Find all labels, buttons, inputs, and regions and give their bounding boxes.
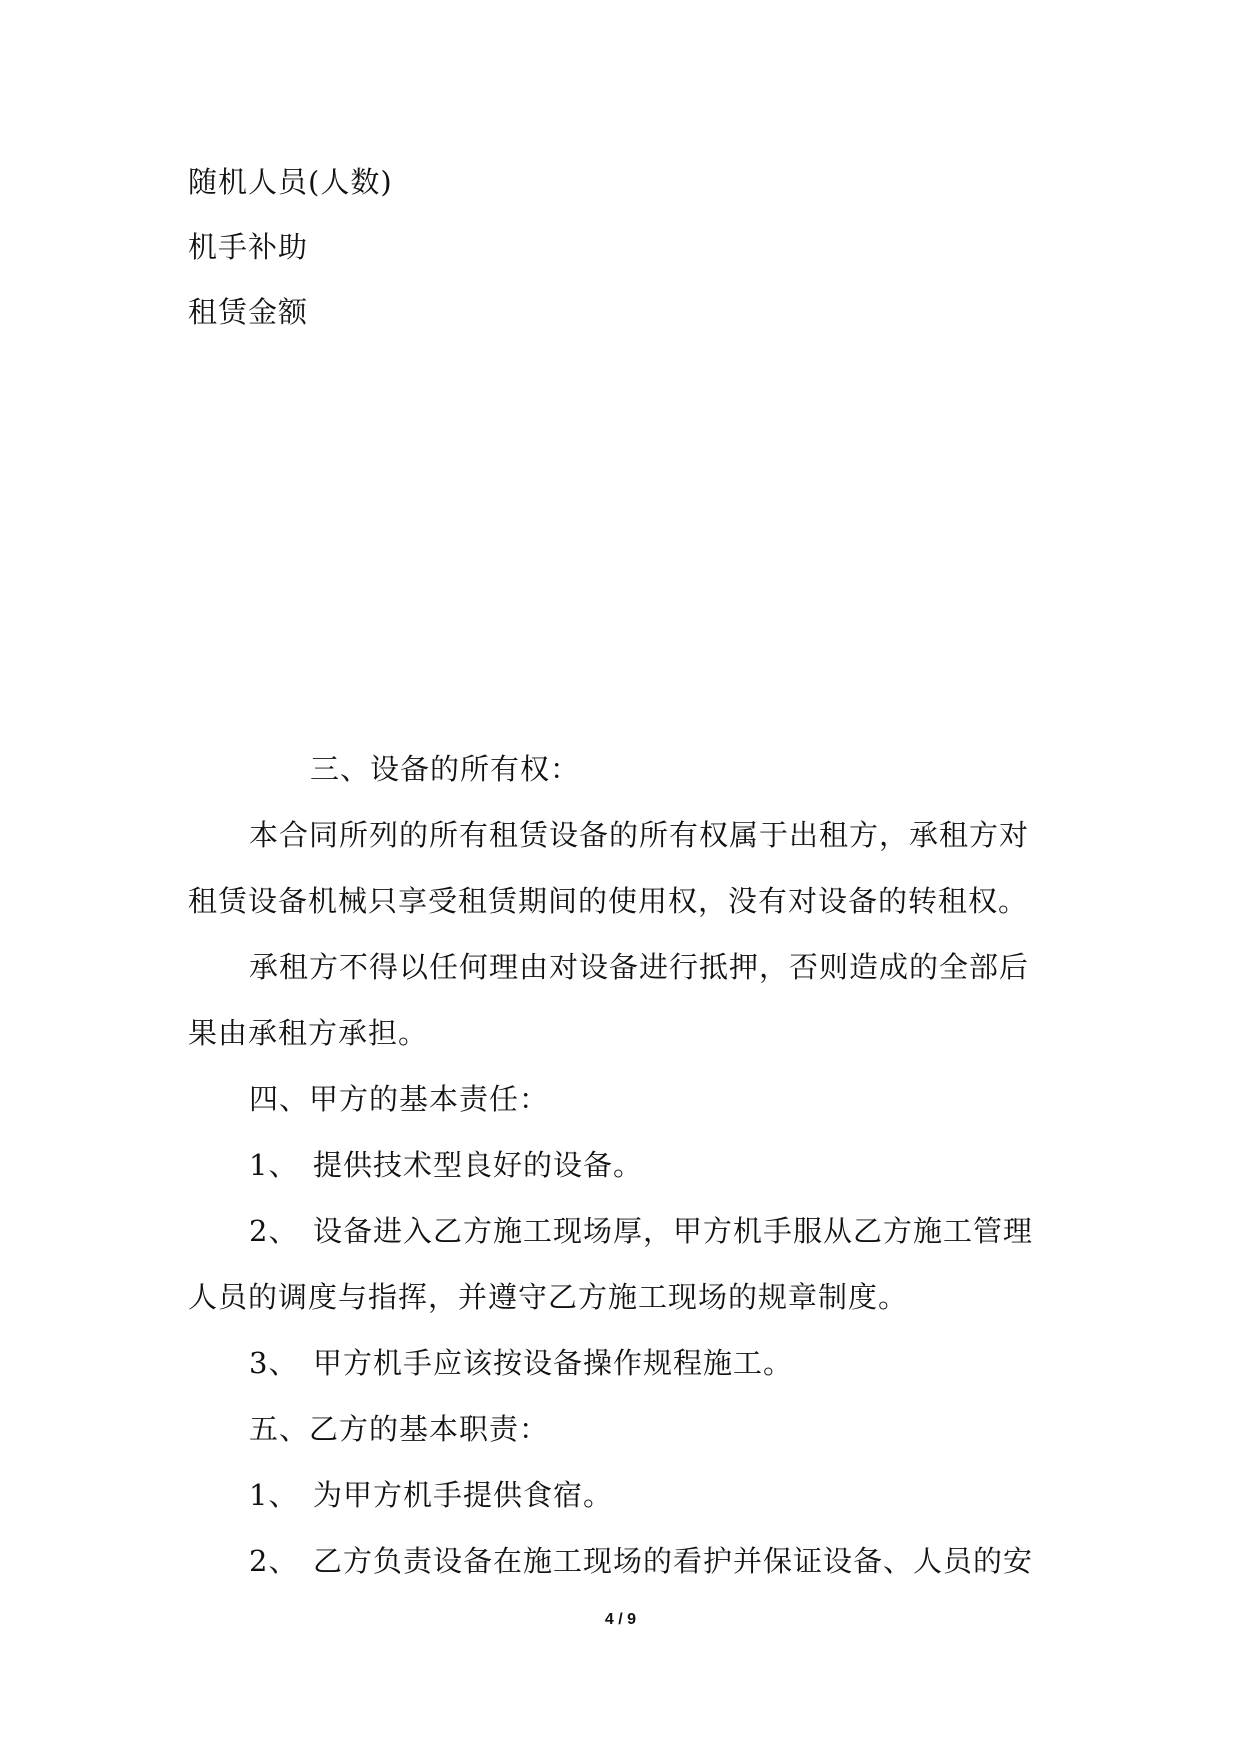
list-item-text: 提供技术型良好的设备。	[313, 1148, 644, 1182]
section-heading-party-a: 四、甲方的基本责任：	[249, 1082, 550, 1116]
list-item-text: 人员的调度与指挥，并遵守乙方施工现场的规章制度。	[188, 1280, 909, 1314]
label-operator-subsidy: 机手补助	[188, 230, 309, 264]
section-heading-ownership: 三、设备的所有权：	[310, 752, 581, 786]
list-item-number: 1、	[249, 1478, 299, 1512]
paragraph-line: 租赁设备机械只享受租赁期间的使用权，没有对设备的转租权。	[188, 884, 1029, 918]
list-item-number: 1、	[249, 1148, 299, 1182]
list-item-number: 2、	[249, 1544, 299, 1578]
list-item-number: 2、	[249, 1214, 299, 1248]
list-item-text: 甲方机手应该按设备操作规程施工。	[313, 1346, 794, 1380]
paragraph-line: 本合同所列的所有租赁设备的所有权属于出租方，承租方对	[249, 818, 1030, 852]
label-staff-count: 随机人员(人数)	[188, 165, 393, 199]
list-item-number: 3、	[249, 1346, 299, 1380]
paragraph-line: 果由承租方承担。	[188, 1016, 429, 1050]
list-item-text: 乙方负责设备在施工现场的看护并保证设备、人员的安	[313, 1544, 1034, 1578]
label-rental-amount: 租赁金额	[188, 295, 309, 329]
list-item-text: 设备进入乙方施工现场厚，甲方机手服从乙方施工管理	[313, 1214, 1034, 1248]
page-number: 4 / 9	[604, 1611, 637, 1628]
list-item-text: 为甲方机手提供食宿。	[313, 1478, 614, 1512]
paragraph-line: 承租方不得以任何理由对设备进行抵押，否则造成的全部后	[249, 950, 1030, 984]
section-heading-party-b: 五、乙方的基本职责：	[249, 1412, 550, 1446]
